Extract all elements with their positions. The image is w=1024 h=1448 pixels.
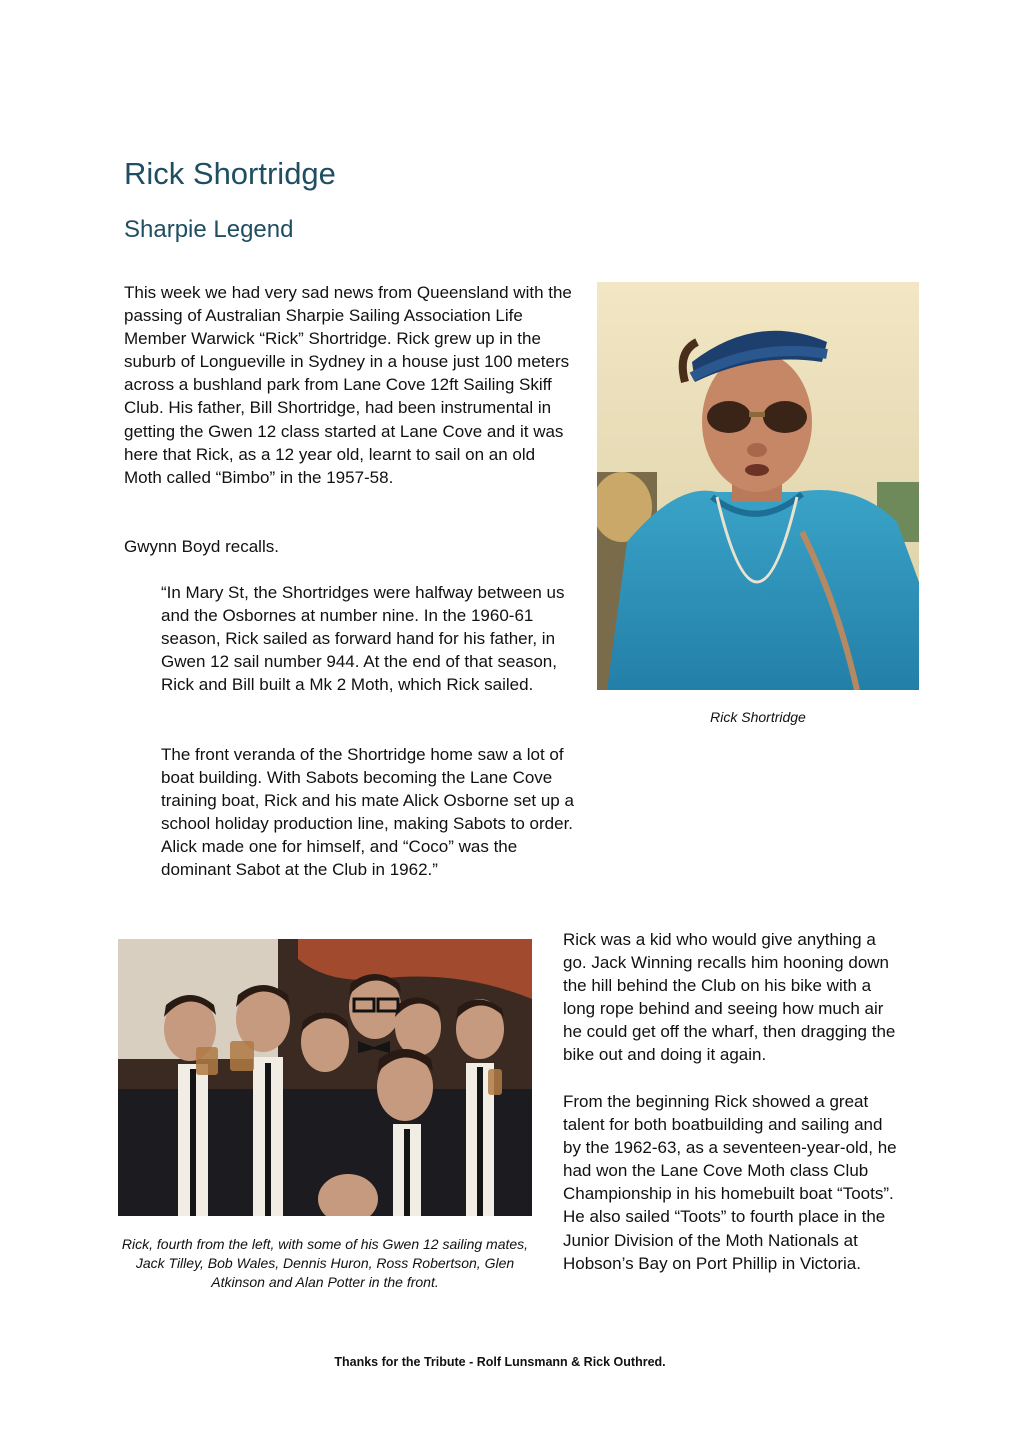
page-subtitle: Sharpie Legend: [124, 216, 294, 243]
group-caption: Rick, fourth from the left, with some of his Gwen 12 sailing mates, Jack Tilley, Bob Wales, Dennis Huron, Ross Robertson, Glen Atkinson and Alan Potter in the front.: [121, 1236, 529, 1290]
portrait-caption: Rick Shortridge: [710, 709, 806, 725]
page-title: Rick Shortridge: [124, 156, 336, 191]
recall-intro: Gwynn Boyd recalls.: [124, 537, 279, 556]
portrait-photo: [597, 282, 919, 690]
group-photo: [118, 939, 532, 1216]
quote-paragraph-1: “In Mary St, the Shortridges were halfway between us and the Osbornes at number nine. In the 1960-61 season, Rick sailed as forward hand for his father, in Gwen 12 sail number 944. At the end of that season, Rick and Bill built a Mk 2 Moth, which Rick sailed.: [161, 583, 565, 695]
quote-paragraph-2: The front veranda of the Shortridge home saw a lot of boat building. With Sabots becoming the Lane Cove training boat, Rick and his mate Alick Osborne set up a school holiday production line, making Sabots to order. Alick made one for himself, and “Coco” was the dominant Sabot at the Club in 1962.”: [161, 745, 574, 880]
footer-credit: Thanks for the Tribute - Rolf Lunsmann & Rick Outhred.: [334, 1355, 666, 1369]
kid-paragraph: Rick was a kid who would give anything a go. Jack Winning recalls him hooning down the hill behind the Club on his bike with a long rope behind and seeing how much air he could get off the wharf, then dragging the bike out and doing it again.: [563, 930, 896, 1065]
intro-paragraph: This week we had very sad news from Queensland with the passing of Australian Sharpie Sailing Association Life Member Warwick “Rick” Shortridge. Rick grew up in the suburb of Longueville in Sydney in a house just 100 meters across a bushland park from Lane Cove 12ft Sailing Skiff Club. His father, Bill Shortridge, had been instrumental in getting the Gwen 12 class started at Lane Cove and it was here that Rick, as a 12 year old, learnt to sail on an old Moth called “Bimbo” in the 1957-58.: [124, 283, 572, 487]
talent-paragraph: From the beginning Rick showed a great talent for both boatbuilding and sailing and by the 1962-63, as a seventeen-year-old, he had won the Lane Cove Moth class Club Championship in his homebuilt boat “Toots”. He also sailed “Toots” to fourth place in the Junior Division of the Moth Nationals at Hobson’s Bay on Port Phillip in Victoria.: [563, 1092, 897, 1273]
